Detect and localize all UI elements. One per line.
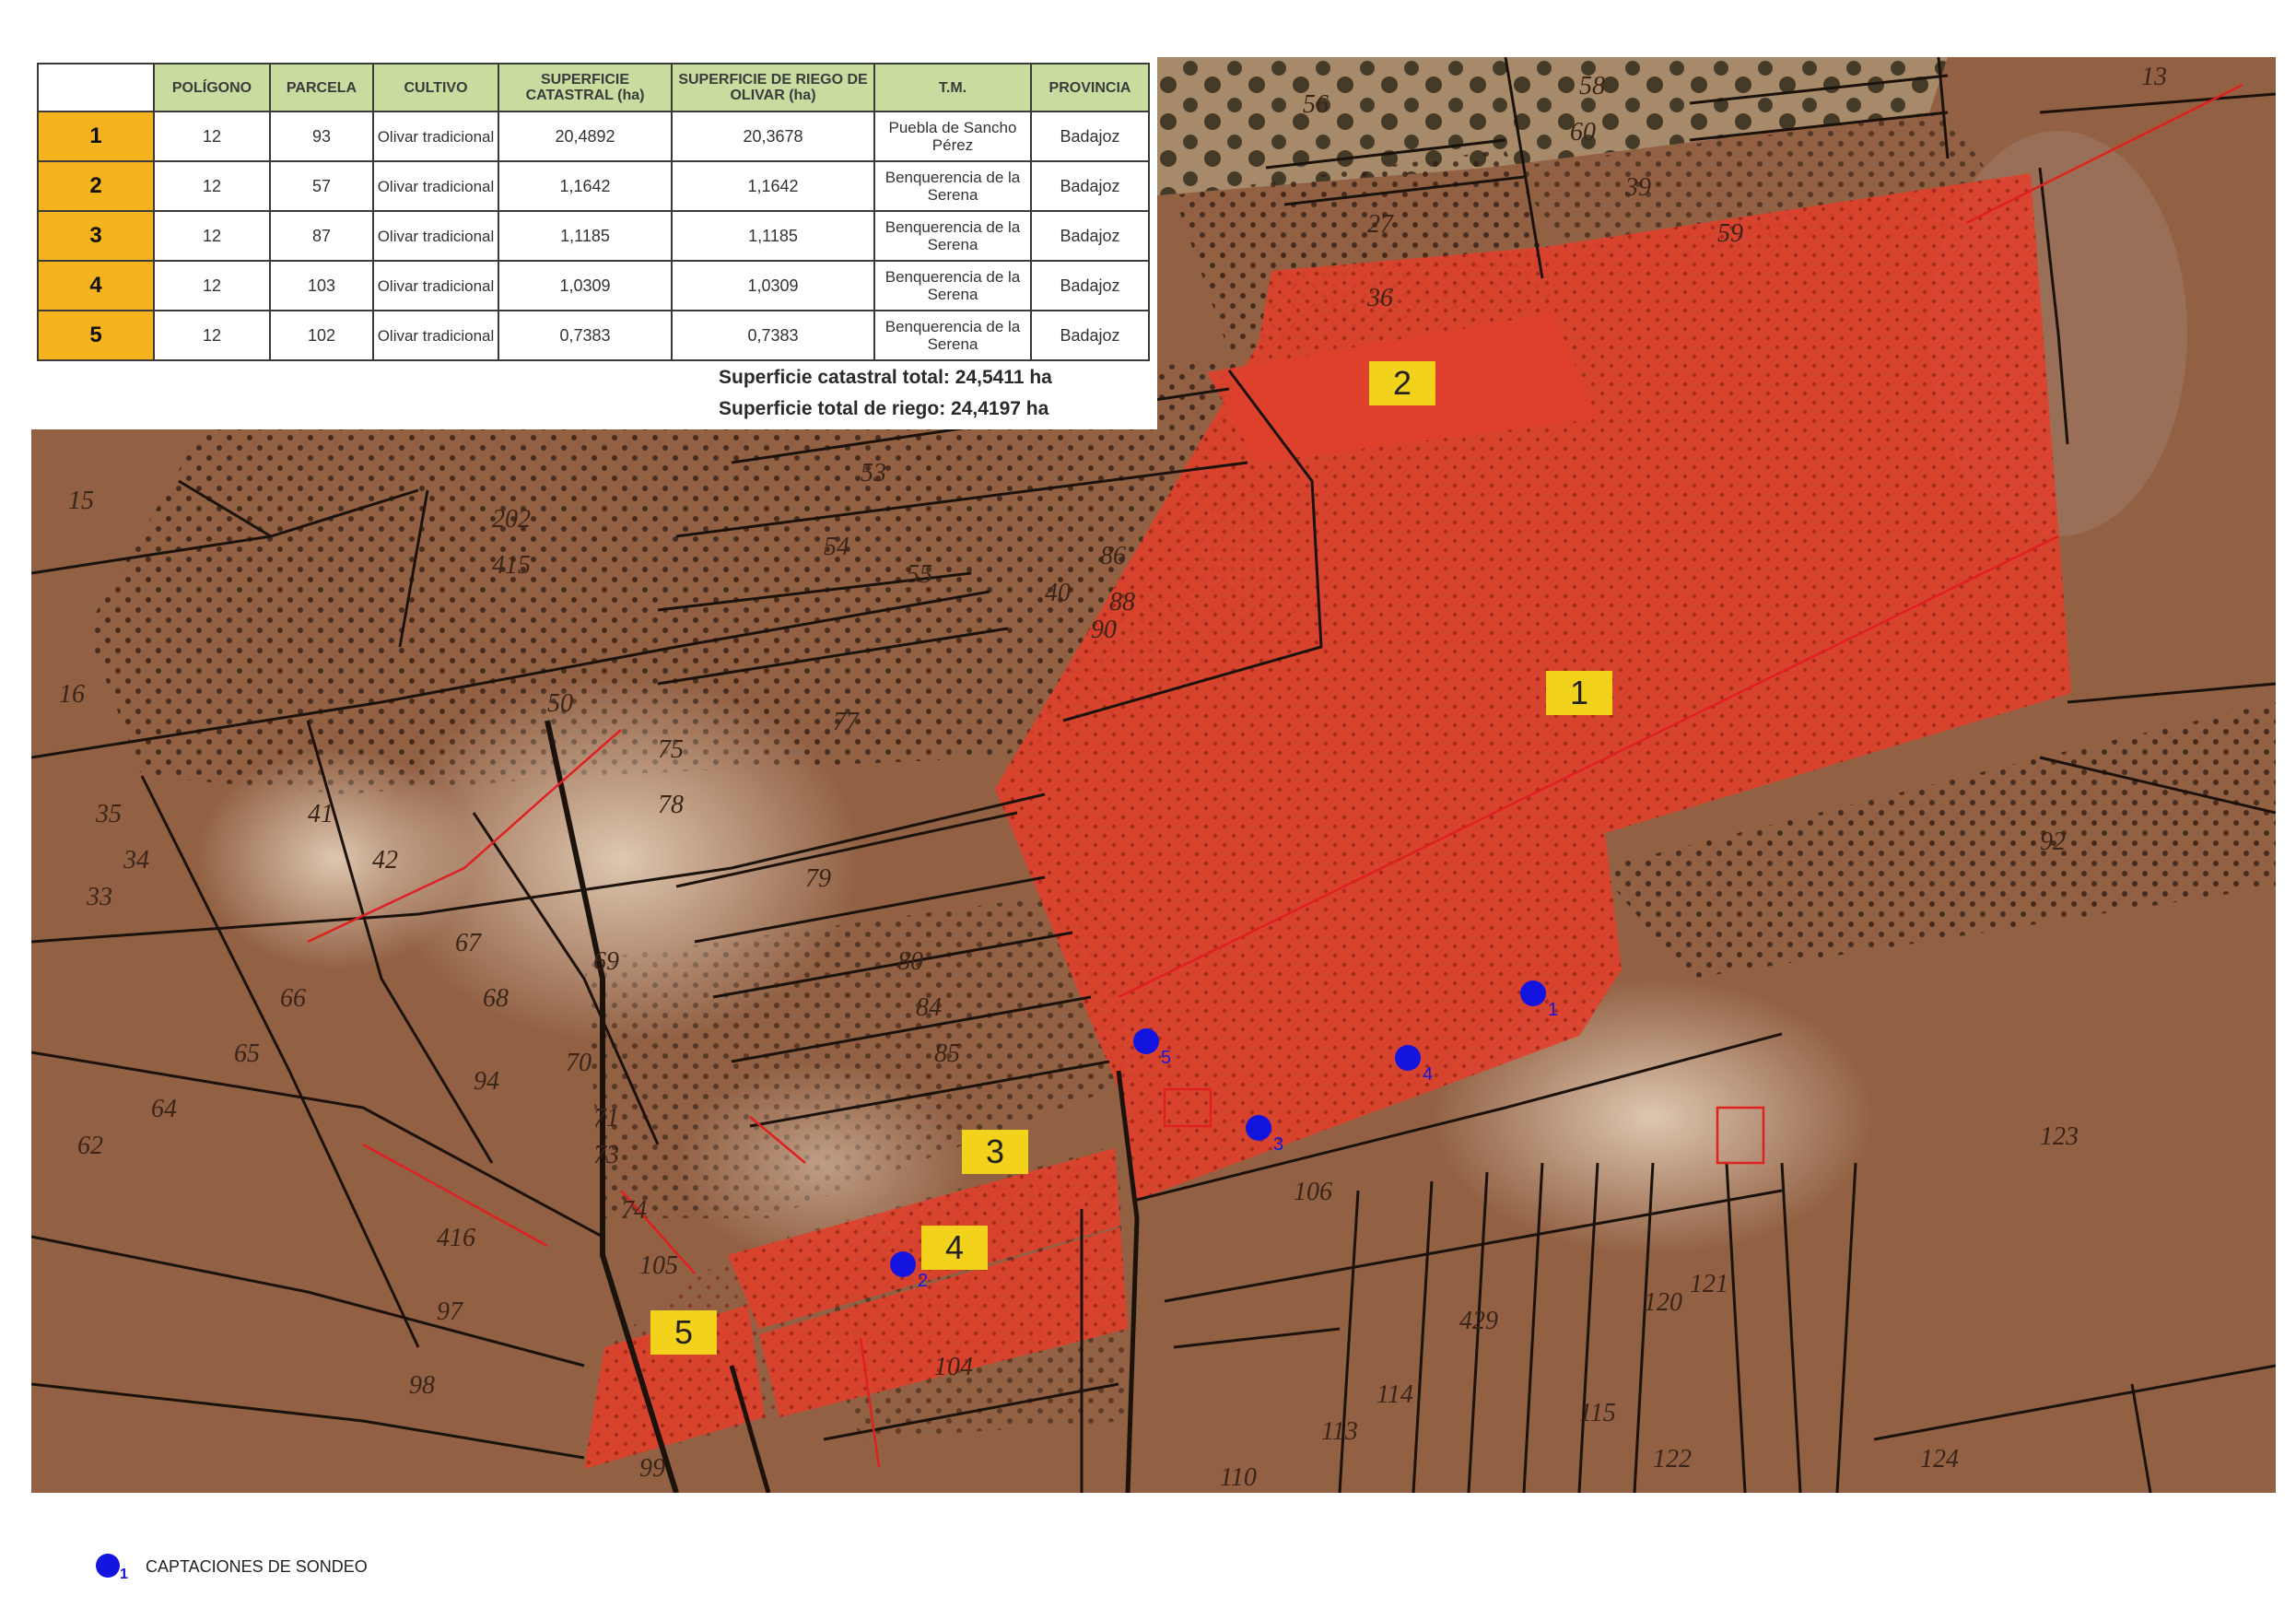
parcel-number: 92 [2040, 828, 2066, 856]
well-dot-icon [96, 1554, 120, 1578]
header-sup-riego: SUPERFICIE DE RIEGO DE OLIVAR (ha) [672, 64, 874, 112]
header-provincia: PROVINCIA [1031, 64, 1149, 112]
parcel-number: 16 [59, 680, 85, 709]
cell-provincia: Badajoz [1031, 261, 1149, 311]
parcel-number: 53 [861, 459, 886, 487]
parcel-number: 42 [372, 846, 398, 875]
parcel-label-4 [921, 1226, 988, 1270]
cell-parcela: 87 [270, 211, 373, 261]
parcel-number: 113 [1321, 1417, 1358, 1446]
parcel-number: 110 [1220, 1463, 1257, 1492]
parcel-number: 59 [1717, 219, 1743, 248]
parcel-number: 35 [96, 800, 122, 828]
parcel-number: 71 [593, 1104, 619, 1133]
parcel-number: 60 [1570, 118, 1596, 147]
parcel-number: 55 [907, 560, 932, 589]
cell-parcela: 93 [270, 112, 373, 161]
table-row [38, 211, 1149, 261]
cell-sup-riego: 1,1642 [672, 161, 874, 211]
cell-sup-catastral: 0,7383 [498, 311, 672, 360]
cell-parcela: 57 [270, 161, 373, 211]
parcel-number: 58 [1579, 72, 1605, 100]
parcel-number: 115 [1579, 1399, 1616, 1427]
parcel-number: 97 [437, 1297, 463, 1326]
row-id: 3 [38, 211, 154, 261]
cell-tm: Benquerencia de la Serena [874, 261, 1031, 311]
parcel-number: 77 [833, 708, 859, 736]
cell-poligono: 12 [154, 211, 270, 261]
cell-tm: Benquerencia de la Serena [874, 161, 1031, 211]
parcel-number: 34 [123, 846, 149, 875]
parcel-number: 120 [1644, 1288, 1682, 1317]
cell-sup-catastral: 20,4892 [498, 112, 672, 161]
row-id: 2 [38, 161, 154, 211]
cell-poligono: 12 [154, 112, 270, 161]
parcel-number: 86 [1100, 542, 1126, 570]
parcel-number: 104 [934, 1353, 973, 1381]
parcel-number: 65 [234, 1039, 260, 1068]
parcel-number: 429 [1459, 1307, 1498, 1335]
parcel-number: 33 [87, 883, 112, 911]
svg-text:4: 4 [944, 1228, 965, 1266]
parcel-label-3 [962, 1130, 1028, 1174]
table-row [38, 161, 1149, 211]
svg-text:3: 3 [985, 1133, 1005, 1170]
cell-cultivo: Olivar tradicional [373, 261, 498, 311]
parcel-number: 416 [437, 1224, 475, 1252]
parcel-number: 84 [916, 993, 942, 1022]
parcel-number: 64 [151, 1095, 177, 1123]
svg-text:1: 1 [1548, 1000, 1559, 1020]
svg-text:1: 1 [1569, 674, 1589, 711]
cell-sup-catastral: 1,1185 [498, 211, 672, 261]
parcel-number: 67 [455, 929, 481, 957]
cell-sup-catastral: 1,0309 [498, 261, 672, 311]
total-catastral: Superficie catastral total: 24,5411 ha [719, 367, 1052, 388]
cell-provincia: Badajoz [1031, 311, 1149, 360]
svg-text:4: 4 [1423, 1064, 1434, 1085]
header-tm: T.M. [874, 64, 1031, 112]
parcel-number: 78 [658, 791, 684, 819]
svg-text:2: 2 [1392, 364, 1412, 402]
cell-sup-riego: 0,7383 [672, 311, 874, 360]
table-row [38, 112, 1149, 161]
parcel-number: 94 [474, 1067, 499, 1096]
row-id: 5 [38, 311, 154, 360]
svg-text:3: 3 [1273, 1134, 1284, 1155]
cell-provincia: Badajoz [1031, 161, 1149, 211]
parcel-number: 99 [639, 1454, 665, 1483]
parcel-number: 13 [2141, 63, 2167, 91]
parcel-number: 69 [593, 947, 619, 976]
parcel-number: 123 [2040, 1122, 2079, 1151]
legend-label: CAPTACIONES DE SONDEO [146, 1557, 368, 1576]
parcel-number: 105 [639, 1251, 678, 1280]
table-header-row [38, 64, 1149, 112]
total-riego: Superficie total de riego: 24,4197 ha [719, 398, 1049, 419]
parcel-table [37, 63, 1150, 361]
table-row [38, 311, 1149, 360]
parcel-number: 27 [1367, 210, 1393, 239]
row-id: 1 [38, 112, 154, 161]
cell-sup-riego: 20,3678 [672, 112, 874, 161]
cell-sup-riego: 1,1185 [672, 211, 874, 261]
svg-text:2: 2 [918, 1271, 929, 1291]
corner-cell [38, 64, 154, 112]
parcel-number: 41 [308, 800, 334, 828]
table-row [38, 261, 1149, 311]
cell-provincia: Badajoz [1031, 211, 1149, 261]
parcel-number: 124 [1920, 1445, 1959, 1473]
parcel-number: 70 [566, 1049, 592, 1077]
svg-text:5: 5 [674, 1313, 694, 1351]
parcel-number: 73 [593, 1141, 619, 1169]
parcel-number: 66 [280, 984, 306, 1013]
parcel-label-1 [1546, 671, 1612, 715]
svg-text:5: 5 [1161, 1048, 1172, 1068]
parcel-number: 15 [68, 487, 94, 515]
parcel-label-5 [650, 1310, 717, 1355]
cell-cultivo: Olivar tradicional [373, 161, 498, 211]
cell-cultivo: Olivar tradicional [373, 211, 498, 261]
header-cultivo: CULTIVO [373, 64, 498, 112]
parcel-number: 54 [824, 533, 849, 561]
parcel-number: 74 [621, 1196, 647, 1225]
parcel-table-panel [31, 57, 1157, 429]
parcel-number: 68 [483, 984, 509, 1013]
parcel-number: 122 [1653, 1445, 1692, 1473]
parcel-label-2 [1369, 361, 1435, 405]
cell-tm: Benquerencia de la Serena [874, 311, 1031, 360]
cell-tm: Puebla de Sancho Pérez [874, 112, 1031, 161]
header-poligono: POLÍGONO [154, 64, 270, 112]
parcel-number: 98 [409, 1371, 435, 1400]
cell-poligono: 12 [154, 311, 270, 360]
parcel-number: 56 [1303, 90, 1329, 119]
parcel-number: 75 [658, 735, 684, 764]
cell-parcela: 103 [270, 261, 373, 311]
parcel-number: 40 [1045, 579, 1071, 607]
parcel-number: 121 [1690, 1270, 1728, 1298]
parcel-number: 62 [77, 1132, 103, 1160]
parcel-number: 79 [805, 864, 831, 893]
parcel-number: 50 [547, 689, 573, 718]
parcel-number: 39 [1625, 173, 1651, 202]
parcel-number: 36 [1367, 284, 1393, 312]
parcel-number: 415 [492, 551, 531, 580]
header-parcela: PARCELA [270, 64, 373, 112]
legend-subscript: 1 [120, 1567, 128, 1582]
cell-sup-riego: 1,0309 [672, 261, 874, 311]
cell-poligono: 12 [154, 261, 270, 311]
cell-cultivo: Olivar tradicional [373, 311, 498, 360]
cell-tm: Benquerencia de la Serena [874, 211, 1031, 261]
cell-provincia: Badajoz [1031, 112, 1149, 161]
parcel-number: 85 [934, 1039, 960, 1068]
parcel-number: 88 [1109, 588, 1135, 616]
parcel-number: 80 [897, 947, 923, 976]
cell-sup-catastral: 1,1642 [498, 161, 672, 211]
parcel-number: 90 [1091, 616, 1117, 644]
cell-parcela: 102 [270, 311, 373, 360]
header-sup-catastral: SUPERFICIE CATASTRAL (ha) [498, 64, 672, 112]
parcel-number: 202 [492, 505, 531, 534]
cell-poligono: 12 [154, 161, 270, 211]
row-id: 4 [38, 261, 154, 311]
cell-cultivo: Olivar tradicional [373, 112, 498, 161]
parcel-number: 106 [1294, 1178, 1332, 1206]
parcel-number: 114 [1376, 1380, 1413, 1409]
